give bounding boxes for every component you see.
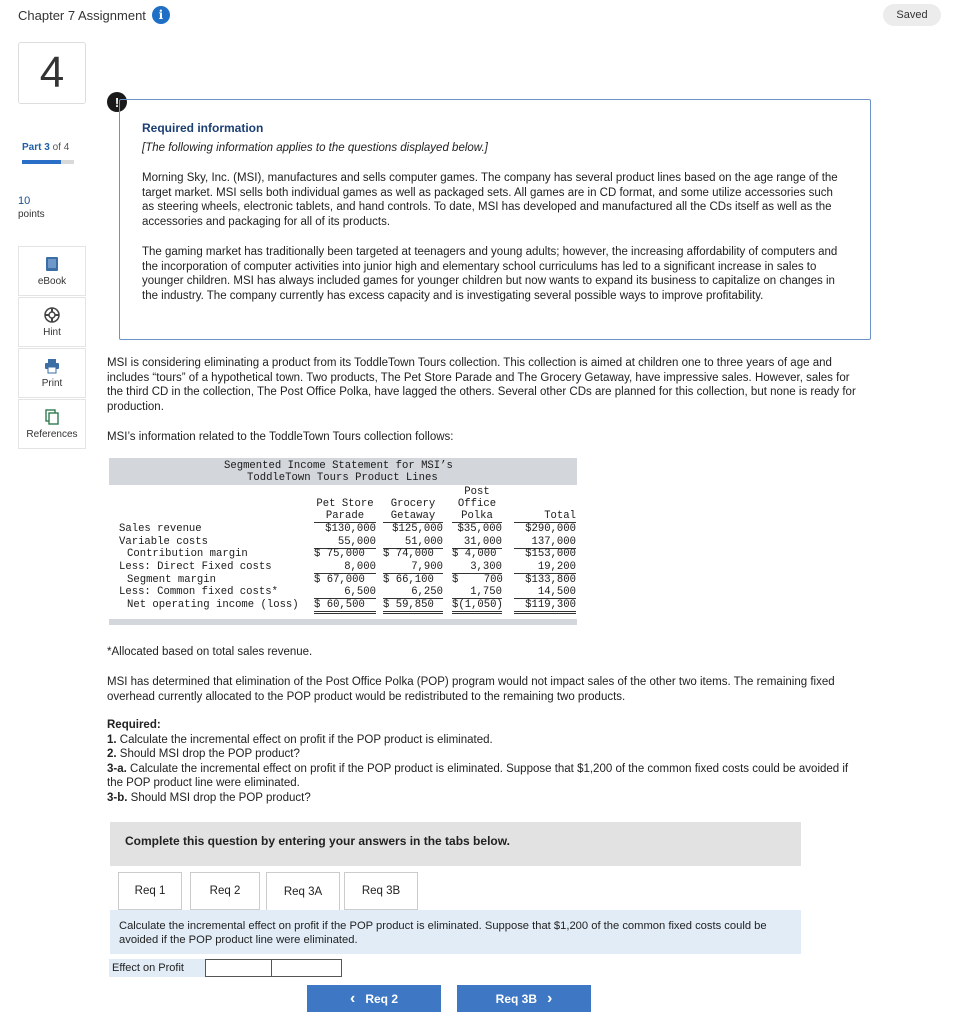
alert-icon: ! <box>107 92 127 112</box>
cell-value: 7,900 <box>383 561 443 574</box>
row-label: Less: Common fixed costs* <box>119 586 278 599</box>
points-value: 10 <box>18 195 31 207</box>
table-row <box>109 536 577 549</box>
income-statement-table <box>109 458 577 626</box>
table-row <box>109 586 577 599</box>
info-icon[interactable]: i <box>152 6 170 24</box>
req1-number: 1. <box>107 733 117 746</box>
req2-number: 2. <box>107 748 117 761</box>
chevron-right-icon: › <box>547 989 553 1007</box>
complete-question-label: Complete this question by entering your answers in the tabs below. <box>125 834 510 848</box>
cell-value: $ 700 <box>452 573 503 586</box>
cell-value: 6,250 <box>383 586 443 599</box>
book-icon <box>44 256 60 272</box>
question-number: 4 <box>18 42 86 104</box>
table-bottom-band <box>109 619 577 625</box>
hint-button[interactable] <box>18 297 86 347</box>
cell-value: $ 60,500 <box>314 599 376 614</box>
points-info <box>18 194 45 222</box>
cell-value: $ 75,000 <box>314 548 365 561</box>
table-row <box>109 599 577 612</box>
cell-value: 14,500 <box>514 586 576 599</box>
chevron-left-icon: ‹ <box>349 989 356 1007</box>
col-header-pet-store-line2: Parade <box>314 510 376 523</box>
cell-value: $119,300 <box>514 599 576 614</box>
req3b-text: Should MSI drop the POP product? <box>127 791 311 804</box>
cell-value: 1,750 <box>452 586 502 599</box>
company-description: Morning Sky, Inc. (MSI), manufactures and sells computer games. The company has several product lines based on the age range of the target market. MSI sells both individual games as well as packaged sets. All games are in CD format, and some utilize accessories such as steering wheels, electronic tablets, and hand controls. To date, MSI has developed and manufactured all the CDs itself as well as the accessories and packaging for all of its products. <box>142 172 838 228</box>
requirement-1 <box>107 733 867 748</box>
cell-value: $(1,050) <box>452 599 502 614</box>
footnote: *Allocated based on total sales revenue. <box>107 646 313 658</box>
prev-req-2-button[interactable] <box>307 985 441 1012</box>
cell-value: 3,300 <box>452 561 502 574</box>
table-row <box>109 561 577 574</box>
part-total: of 4 <box>52 142 70 153</box>
col-header-post-office-line2: Office <box>457 498 497 510</box>
cell-value: 19,200 <box>514 561 576 574</box>
row-label: Contribution margin <box>127 548 248 561</box>
col-header-grocery <box>383 498 443 523</box>
next-button-label: Req 3B <box>495 991 537 1006</box>
cell-value: $133,800 <box>525 573 576 586</box>
col-header-grocery-line2: Getaway <box>383 510 443 523</box>
tab-req-3a[interactable]: Req 3A <box>266 872 340 911</box>
row-label: Sales revenue <box>119 523 202 535</box>
req3a-number: 3-a. <box>107 762 127 775</box>
references-label: References <box>26 428 78 440</box>
part-progress-fill <box>22 160 61 164</box>
table-lead-text: MSI’s information related to the ToddleTown Tours collection follows: <box>107 431 454 443</box>
table-row <box>109 548 577 561</box>
cell-value: $130,000 <box>325 523 376 535</box>
cell-value: $ 59,850 <box>383 599 443 614</box>
statement-title-line1: Segmented Income Statement for MSI’s <box>224 460 453 472</box>
required-information-panel <box>119 99 871 340</box>
cell-value: $ 66,100 <box>383 573 434 586</box>
market-description: The gaming market has traditionally been targeted at teenagers and young adults; however, the increasing affordability of computers and the incorporation of computer activities into junior high and elementary school curriculums has led to a significant increase in sales to younger children. MSI has always included games for younger children but now wants to expand its business to capitalize on changes in the industry. The company currently has excess capacity and is investigating several possible ways to improve profitability. <box>142 246 838 302</box>
part-label: Part <box>22 142 42 153</box>
complete-question-banner <box>110 822 801 866</box>
req3b-number: 3-b. <box>107 791 128 804</box>
col-header-grocery-line1: Grocery <box>390 498 436 510</box>
table-row <box>109 574 577 587</box>
cell-value: 55,000 <box>314 536 376 549</box>
tab-instruction: Calculate the incremental effect on profit if the POP product is eliminated. Suppose that $1,200 of the common fixed costs could be avoided if the POP product line were eliminated. <box>119 920 767 946</box>
effect-on-profit-label: Effect on Profit <box>109 959 205 977</box>
cell-value: 8,000 <box>314 561 376 574</box>
determination-text: MSI has determined that elimination of the Post Office Polka (POP) program would not impact sales of the other two items. The remaining fixed overhead currently allocated to the POP product would be redistributed to the remaining two products. <box>107 676 835 703</box>
cell-value: $35,000 <box>457 523 502 535</box>
tab-req-3b[interactable]: Req 3B <box>344 872 418 910</box>
cell-value: 6,500 <box>314 586 376 599</box>
hint-label: Hint <box>43 326 61 338</box>
printer-icon <box>44 358 60 374</box>
cell-value: $290,000 <box>525 523 576 535</box>
documents-icon <box>44 409 60 425</box>
statement-rows <box>109 523 577 612</box>
required-heading: Required: <box>107 719 161 731</box>
req1-text: Calculate the incremental effect on profit if the POP product is eliminated. <box>116 733 493 746</box>
lifebuoy-icon <box>44 307 60 323</box>
cell-value: $153,000 <box>525 548 576 561</box>
required-section <box>107 718 867 806</box>
statement-title-line2: ToddleTown Tours Product Lines <box>247 472 438 484</box>
prev-button-label: Req 2 <box>365 991 398 1006</box>
col-header-total-line: Total <box>514 510 576 523</box>
col-header-total <box>514 510 576 523</box>
part-current: 3 <box>44 142 50 153</box>
requirement-3b <box>107 791 867 806</box>
tab-req-2[interactable]: Req 2 <box>190 872 260 910</box>
print-button[interactable] <box>18 348 86 398</box>
effect-amount-input[interactable] <box>271 959 342 977</box>
req2-text: Should MSI drop the POP product? <box>116 748 300 761</box>
cell-value: 51,000 <box>383 536 443 549</box>
part-progress-bar <box>22 160 74 164</box>
row-label: Less: Direct Fixed costs <box>119 561 272 574</box>
ebook-button[interactable] <box>18 246 86 296</box>
cell-value: $ 74,000 <box>383 548 434 561</box>
saved-status-badge: Saved <box>883 4 941 26</box>
cell-value: $ 4,000 <box>452 548 497 561</box>
requirement-2 <box>107 747 867 762</box>
part-indicator <box>22 142 69 153</box>
col-header-post-office <box>452 486 502 523</box>
cell-value: 31,000 <box>452 536 502 549</box>
assignment-header <box>18 6 170 24</box>
required-info-subtitle: [The following information applies to the questions displayed below.] <box>142 142 488 154</box>
req3a-text: Calculate the incremental effect on profit if the POP product is eliminated. Suppose that $1,200 of the common fixed costs could be avoided if the POP product line were eliminated. <box>107 762 849 790</box>
print-label: Print <box>41 377 63 389</box>
effect-type-select[interactable] <box>205 959 272 977</box>
col-header-pet-store <box>314 498 376 523</box>
row-label: Segment margin <box>127 573 217 586</box>
col-header-pet-store-line1: Pet Store <box>316 498 374 510</box>
cell-value: $125,000 <box>392 523 443 535</box>
assignment-title: Chapter 7 Assignment <box>18 7 146 23</box>
references-button[interactable] <box>18 399 86 449</box>
requirement-3a <box>107 762 867 791</box>
row-label: Net operating income (loss) <box>127 599 299 612</box>
tab-instruction-panel <box>110 910 801 954</box>
question-intro: MSI is considering eliminating a product from its ToddleTown Tours collection. This collection is aimed at children one to three years of age and includes “tours” of a hypothetical town. Two products, The Pet Store Parade and The Grocery Getaway, have impressive sales. However, sales for the third CD in the collection, The Post Office Polka, have lagged the others. Several other CDs are planned for this collection, but none is ready for production. <box>107 357 856 413</box>
tab-req-1[interactable]: Req 1 <box>118 872 182 910</box>
required-info-title: Required information <box>142 121 264 135</box>
table-row <box>109 523 577 536</box>
col-header-post-office-line1: Post <box>464 486 490 498</box>
row-label: Variable costs <box>119 535 209 548</box>
cell-value: 137,000 <box>514 536 576 549</box>
cell-value: $ 67,000 <box>314 573 365 586</box>
next-req-3b-button[interactable] <box>457 985 591 1012</box>
ebook-label: eBook <box>37 275 67 287</box>
col-header-post-office-line3: Polka <box>452 510 502 523</box>
points-label: points <box>18 209 45 220</box>
